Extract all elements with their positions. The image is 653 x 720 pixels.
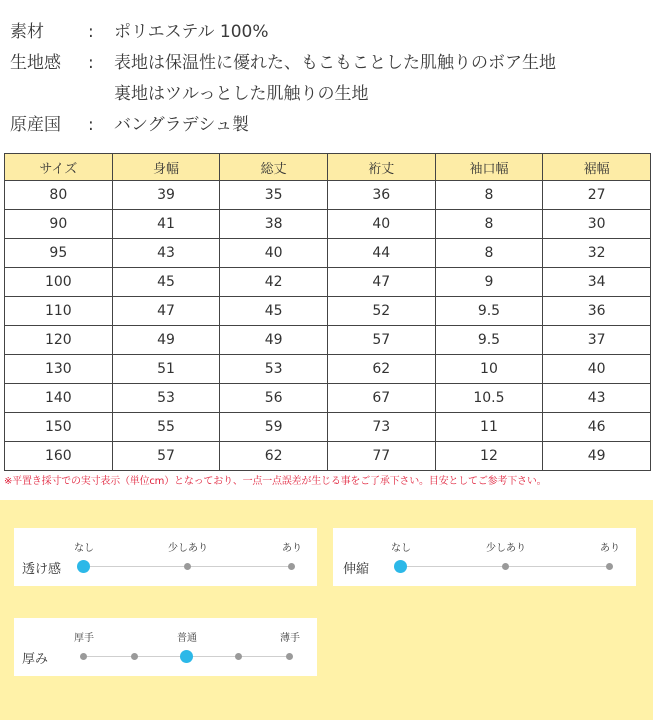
spec-value: ポリエステル 100% (114, 22, 269, 42)
header-hem-width: 裾幅 (543, 154, 651, 181)
table-cell: 130 (5, 355, 113, 384)
table-cell: 150 (5, 413, 113, 442)
table-cell: 40 (220, 239, 328, 268)
header-body-width: 身幅 (112, 154, 220, 181)
spec-value: 裏地はツルっとした肌触りの生地 (114, 84, 369, 104)
scale-label: 薄手 (280, 633, 300, 644)
scale-point (80, 653, 87, 660)
table-row (5, 384, 651, 413)
table-cell: 73 (327, 413, 435, 442)
table-cell: 39 (112, 181, 220, 210)
scale-label: 厚手 (74, 633, 94, 644)
table-cell: 77 (327, 442, 435, 471)
table-cell: 36 (327, 181, 435, 210)
spec-label: 生地感 (10, 53, 61, 73)
scale-label: 少しあり (168, 543, 208, 554)
table-row (5, 181, 651, 210)
spec-colon: : (88, 22, 94, 42)
table-cell: 45 (220, 297, 328, 326)
scale-label: 少しあり (486, 543, 526, 554)
table-cell: 47 (112, 297, 220, 326)
scale-title: 透け感 (22, 562, 62, 577)
table-cell: 10.5 (435, 384, 543, 413)
size-table-body (5, 181, 651, 471)
scale-title: 厚み (22, 652, 49, 667)
table-cell: 43 (112, 239, 220, 268)
table-cell: 110 (5, 297, 113, 326)
scale-point (184, 563, 191, 570)
table-cell: 40 (327, 210, 435, 239)
thickness-card (14, 618, 317, 676)
table-cell: 100 (5, 268, 113, 297)
table-cell: 46 (543, 413, 651, 442)
scale-point (131, 653, 138, 660)
table-cell: 11 (435, 413, 543, 442)
table-row (5, 355, 651, 384)
stretch-card (333, 528, 636, 586)
table-cell: 52 (327, 297, 435, 326)
table-cell: 32 (543, 239, 651, 268)
table-cell: 80 (5, 181, 113, 210)
scale-point (502, 563, 509, 570)
table-cell: 27 (543, 181, 651, 210)
table-cell: 9.5 (435, 297, 543, 326)
fabric-properties-panel (0, 500, 653, 720)
table-row (5, 268, 651, 297)
table-cell: 59 (220, 413, 328, 442)
table-cell: 42 (220, 268, 328, 297)
table-cell: 44 (327, 239, 435, 268)
table-cell: 62 (327, 355, 435, 384)
table-cell: 90 (5, 210, 113, 239)
table-cell: 9.5 (435, 326, 543, 355)
table-cell: 53 (112, 384, 220, 413)
table-cell: 57 (327, 326, 435, 355)
transparency-card (14, 528, 317, 586)
table-cell: 9 (435, 268, 543, 297)
spec-colon: : (88, 115, 94, 135)
size-table (4, 153, 651, 471)
table-cell: 41 (112, 210, 220, 239)
table-cell: 49 (543, 442, 651, 471)
spec-label: 原産国 (10, 115, 61, 135)
table-cell: 8 (435, 210, 543, 239)
table-cell: 160 (5, 442, 113, 471)
scale-point-selected (180, 650, 193, 663)
table-header-row (5, 154, 651, 181)
spec-colon: : (88, 53, 94, 73)
scale-point (235, 653, 242, 660)
table-row (5, 442, 651, 471)
scale-label: なし (74, 543, 94, 554)
table-row (5, 413, 651, 442)
table-cell: 56 (220, 384, 328, 413)
scale-title: 伸縮 (343, 562, 370, 577)
scale-point (286, 653, 293, 660)
spec-label: 素材 (10, 22, 44, 42)
table-cell: 95 (5, 239, 113, 268)
table-cell: 47 (327, 268, 435, 297)
table-cell: 120 (5, 326, 113, 355)
table-row (5, 210, 651, 239)
table-cell: 57 (112, 442, 220, 471)
table-cell: 35 (220, 181, 328, 210)
table-cell: 12 (435, 442, 543, 471)
table-cell: 51 (112, 355, 220, 384)
table-cell: 53 (220, 355, 328, 384)
header-cuff-width: 袖口幅 (435, 154, 543, 181)
header-size: サイズ (5, 154, 113, 181)
scale-point-selected (394, 560, 407, 573)
table-cell: 40 (543, 355, 651, 384)
table-cell: 8 (435, 239, 543, 268)
table-row (5, 297, 651, 326)
scale-label: あり (282, 543, 302, 554)
table-cell: 49 (112, 326, 220, 355)
scale-label: なし (391, 543, 411, 554)
scale-label: 普通 (177, 633, 197, 644)
table-cell: 62 (220, 442, 328, 471)
table-cell: 140 (5, 384, 113, 413)
table-cell: 38 (220, 210, 328, 239)
scale-point (288, 563, 295, 570)
scale-point-selected (77, 560, 90, 573)
scale-label: あり (600, 543, 620, 554)
table-cell: 55 (112, 413, 220, 442)
table-cell: 43 (543, 384, 651, 413)
table-row (5, 326, 651, 355)
table-cell: 8 (435, 181, 543, 210)
table-cell: 30 (543, 210, 651, 239)
measurement-note: ※平置き採寸での実寸表示（単位cm）となっており、一点一点誤差が生じる事をご了承下さい。目安としてご参考下さい。 (4, 476, 547, 487)
table-cell: 34 (543, 268, 651, 297)
table-row (5, 239, 651, 268)
header-sleeve-length: 裄丈 (327, 154, 435, 181)
table-cell: 45 (112, 268, 220, 297)
scale-point (606, 563, 613, 570)
table-cell: 10 (435, 355, 543, 384)
table-cell: 67 (327, 384, 435, 413)
spec-value: 表地は保温性に優れた、もこもことした肌触りのボア生地 (114, 53, 556, 73)
table-cell: 36 (543, 297, 651, 326)
header-total-length: 総丈 (220, 154, 328, 181)
table-cell: 49 (220, 326, 328, 355)
table-cell: 37 (543, 326, 651, 355)
spec-value: バングラデシュ製 (114, 115, 249, 135)
